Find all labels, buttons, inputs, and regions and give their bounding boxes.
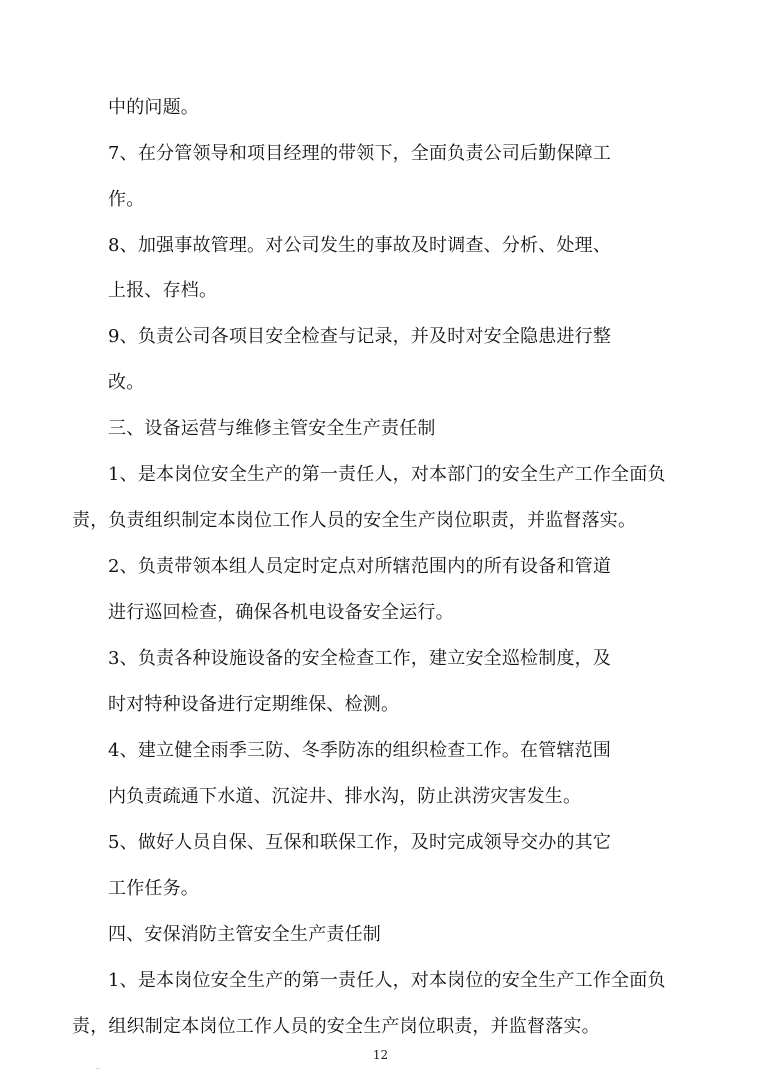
text-line-10: 责，负责组织制定本岗位工作人员的安全生产岗位职责，并监督落实。 [72, 510, 637, 531]
text-line-12: 进行巡回检查，确保各机电设备安全运行。 [108, 602, 454, 623]
text-line-20: 1、是本岗位安全生产的第一责任人，对本岗位的安全生产工作全面负 [108, 970, 666, 991]
text-line-15: 4、建立健全雨季三防、冬季防冻的组织检查工作。在管辖范围 [108, 740, 612, 761]
text-line-11: 2、负责带领本组人员定时定点对所辖范围内的所有设备和管道 [108, 556, 612, 577]
text-line-17: 5、做好人员自保、互保和联保工作，及时完成领导交办的其它 [108, 832, 612, 853]
text-line-21: 责，组织制定本岗位工作人员的安全生产岗位职责，并监督落实。 [72, 1016, 600, 1037]
section-heading-3: 三、设备运营与维修主管安全生产责任制 [108, 418, 436, 439]
text-line-6: 9、负责公司各项目安全检查与记录，并及时对安全隐患进行整 [108, 326, 612, 347]
page-number: 12 [372, 1048, 389, 1062]
text-line-3: 作。 [108, 189, 145, 210]
section-heading-4: 四、安保消防主管安全生产责任制 [108, 924, 381, 945]
text-line-14: 时对特种设备进行定期维保、检测。 [108, 694, 400, 715]
text-line-13: 3、负责各种设施设备的安全检查工作，建立安全巡检制度，及 [108, 648, 612, 669]
text-line-16: 内负责疏通下水道、沉淀井、排水沟，防止洪涝灾害发生。 [108, 786, 582, 807]
text-line-18: 工作任务。 [108, 878, 199, 899]
text-line-1: 中的问题。 [108, 97, 199, 118]
text-line-9: 1、是本岗位安全生产的第一责任人，对本部门的安全生产工作全面负 [108, 464, 666, 485]
text-line-2: 7、在分管领导和项目经理的带领下，全面负责公司后勤保障工 [108, 143, 612, 164]
text-line-4: 8、加强事故管理。对公司发生的事故及时调查、分析、处理、 [108, 235, 612, 256]
text-line-7: 改。 [108, 372, 145, 393]
corner-mark: .. [95, 1062, 101, 1071]
text-line-5: 上报、存档。 [108, 280, 218, 301]
